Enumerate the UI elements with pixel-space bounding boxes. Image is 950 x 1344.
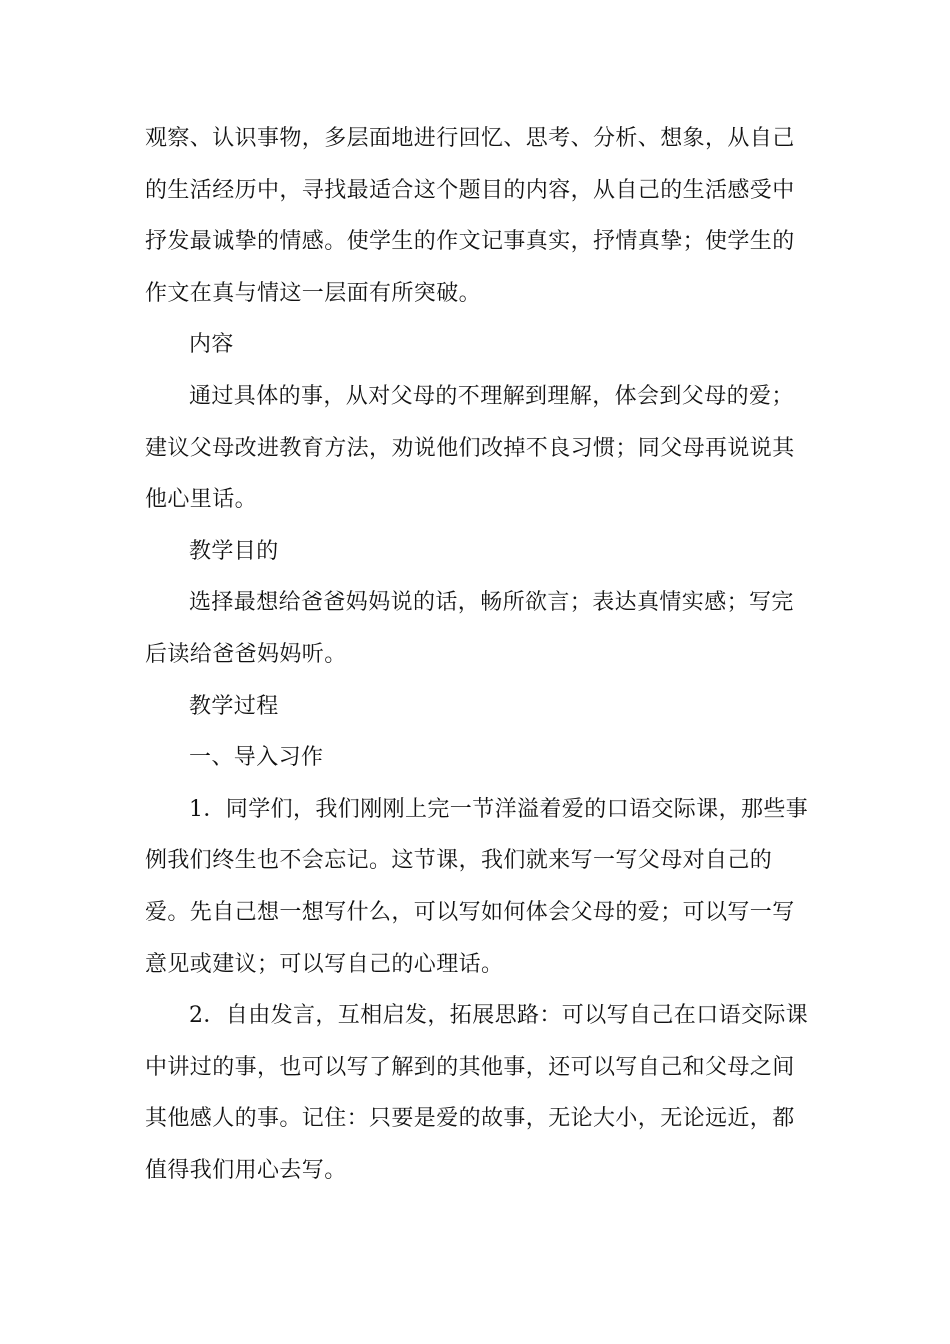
body-text-line: 他心里话。: [145, 487, 258, 513]
body-text-line: 观察、认识事物，多层面地进行回忆、思考、分析、想象，从自己: [145, 126, 795, 151]
body-text-line: 中讲过的事，也可以写了解到的其他事，还可以写自己和父母之间: [145, 1054, 795, 1080]
body-text-line: 后读给爸爸妈妈听。: [145, 641, 347, 667]
section-heading-teaching-process: 教学过程: [189, 693, 279, 719]
numbered-item-1: 1．同学们，我们刚刚上完一节洋溢着爱的口语交际课，那些事: [189, 796, 809, 822]
subsection-heading-intro: 一、导入习作: [189, 745, 324, 771]
body-text-line: 其他感人的事。记住：只要是爱的故事，无论大小，无论远近，都: [145, 1106, 795, 1132]
paragraph-first-line: 通过具体的事，从对父母的不理解到理解，体会到父母的爱；: [189, 383, 794, 409]
body-text-line: 抒发最诚挚的情感。使学生的作文记事真实，抒情真挚；使学生的: [145, 229, 795, 255]
body-text-line: 意见或建议；可以写自己的心理话。: [145, 951, 504, 977]
section-heading-content: 内容: [189, 332, 234, 358]
body-text-line: 作文在真与情这一层面有所突破。: [145, 280, 482, 306]
section-heading-teaching-goal: 教学目的: [189, 538, 279, 564]
document-body: [145, 113, 810, 1196]
paragraph-first-line: 选择最想给爸爸妈妈说的话，畅所欲言；表达真情实感；写完: [189, 590, 794, 616]
body-text-line: 建议父母改进教育方法，劝说他们改掉不良习惯；同父母再说说其: [145, 435, 795, 461]
numbered-item-2: 2．自由发言，互相启发，拓展思路：可以写自己在口语交际课: [189, 1003, 809, 1029]
body-text-line: 值得我们用心去写。: [145, 1157, 347, 1183]
body-text-line: 爱。先自己想一想写什么，可以写如何体会父母的爱；可以写一写: [145, 899, 795, 925]
body-text-line: 例我们终生也不会忘记。这节课，我们就来写一写父母对自己的: [145, 848, 773, 874]
body-text-line: 的生活经历中，寻找最适合这个题目的内容，从自己的生活感受中: [145, 177, 795, 203]
